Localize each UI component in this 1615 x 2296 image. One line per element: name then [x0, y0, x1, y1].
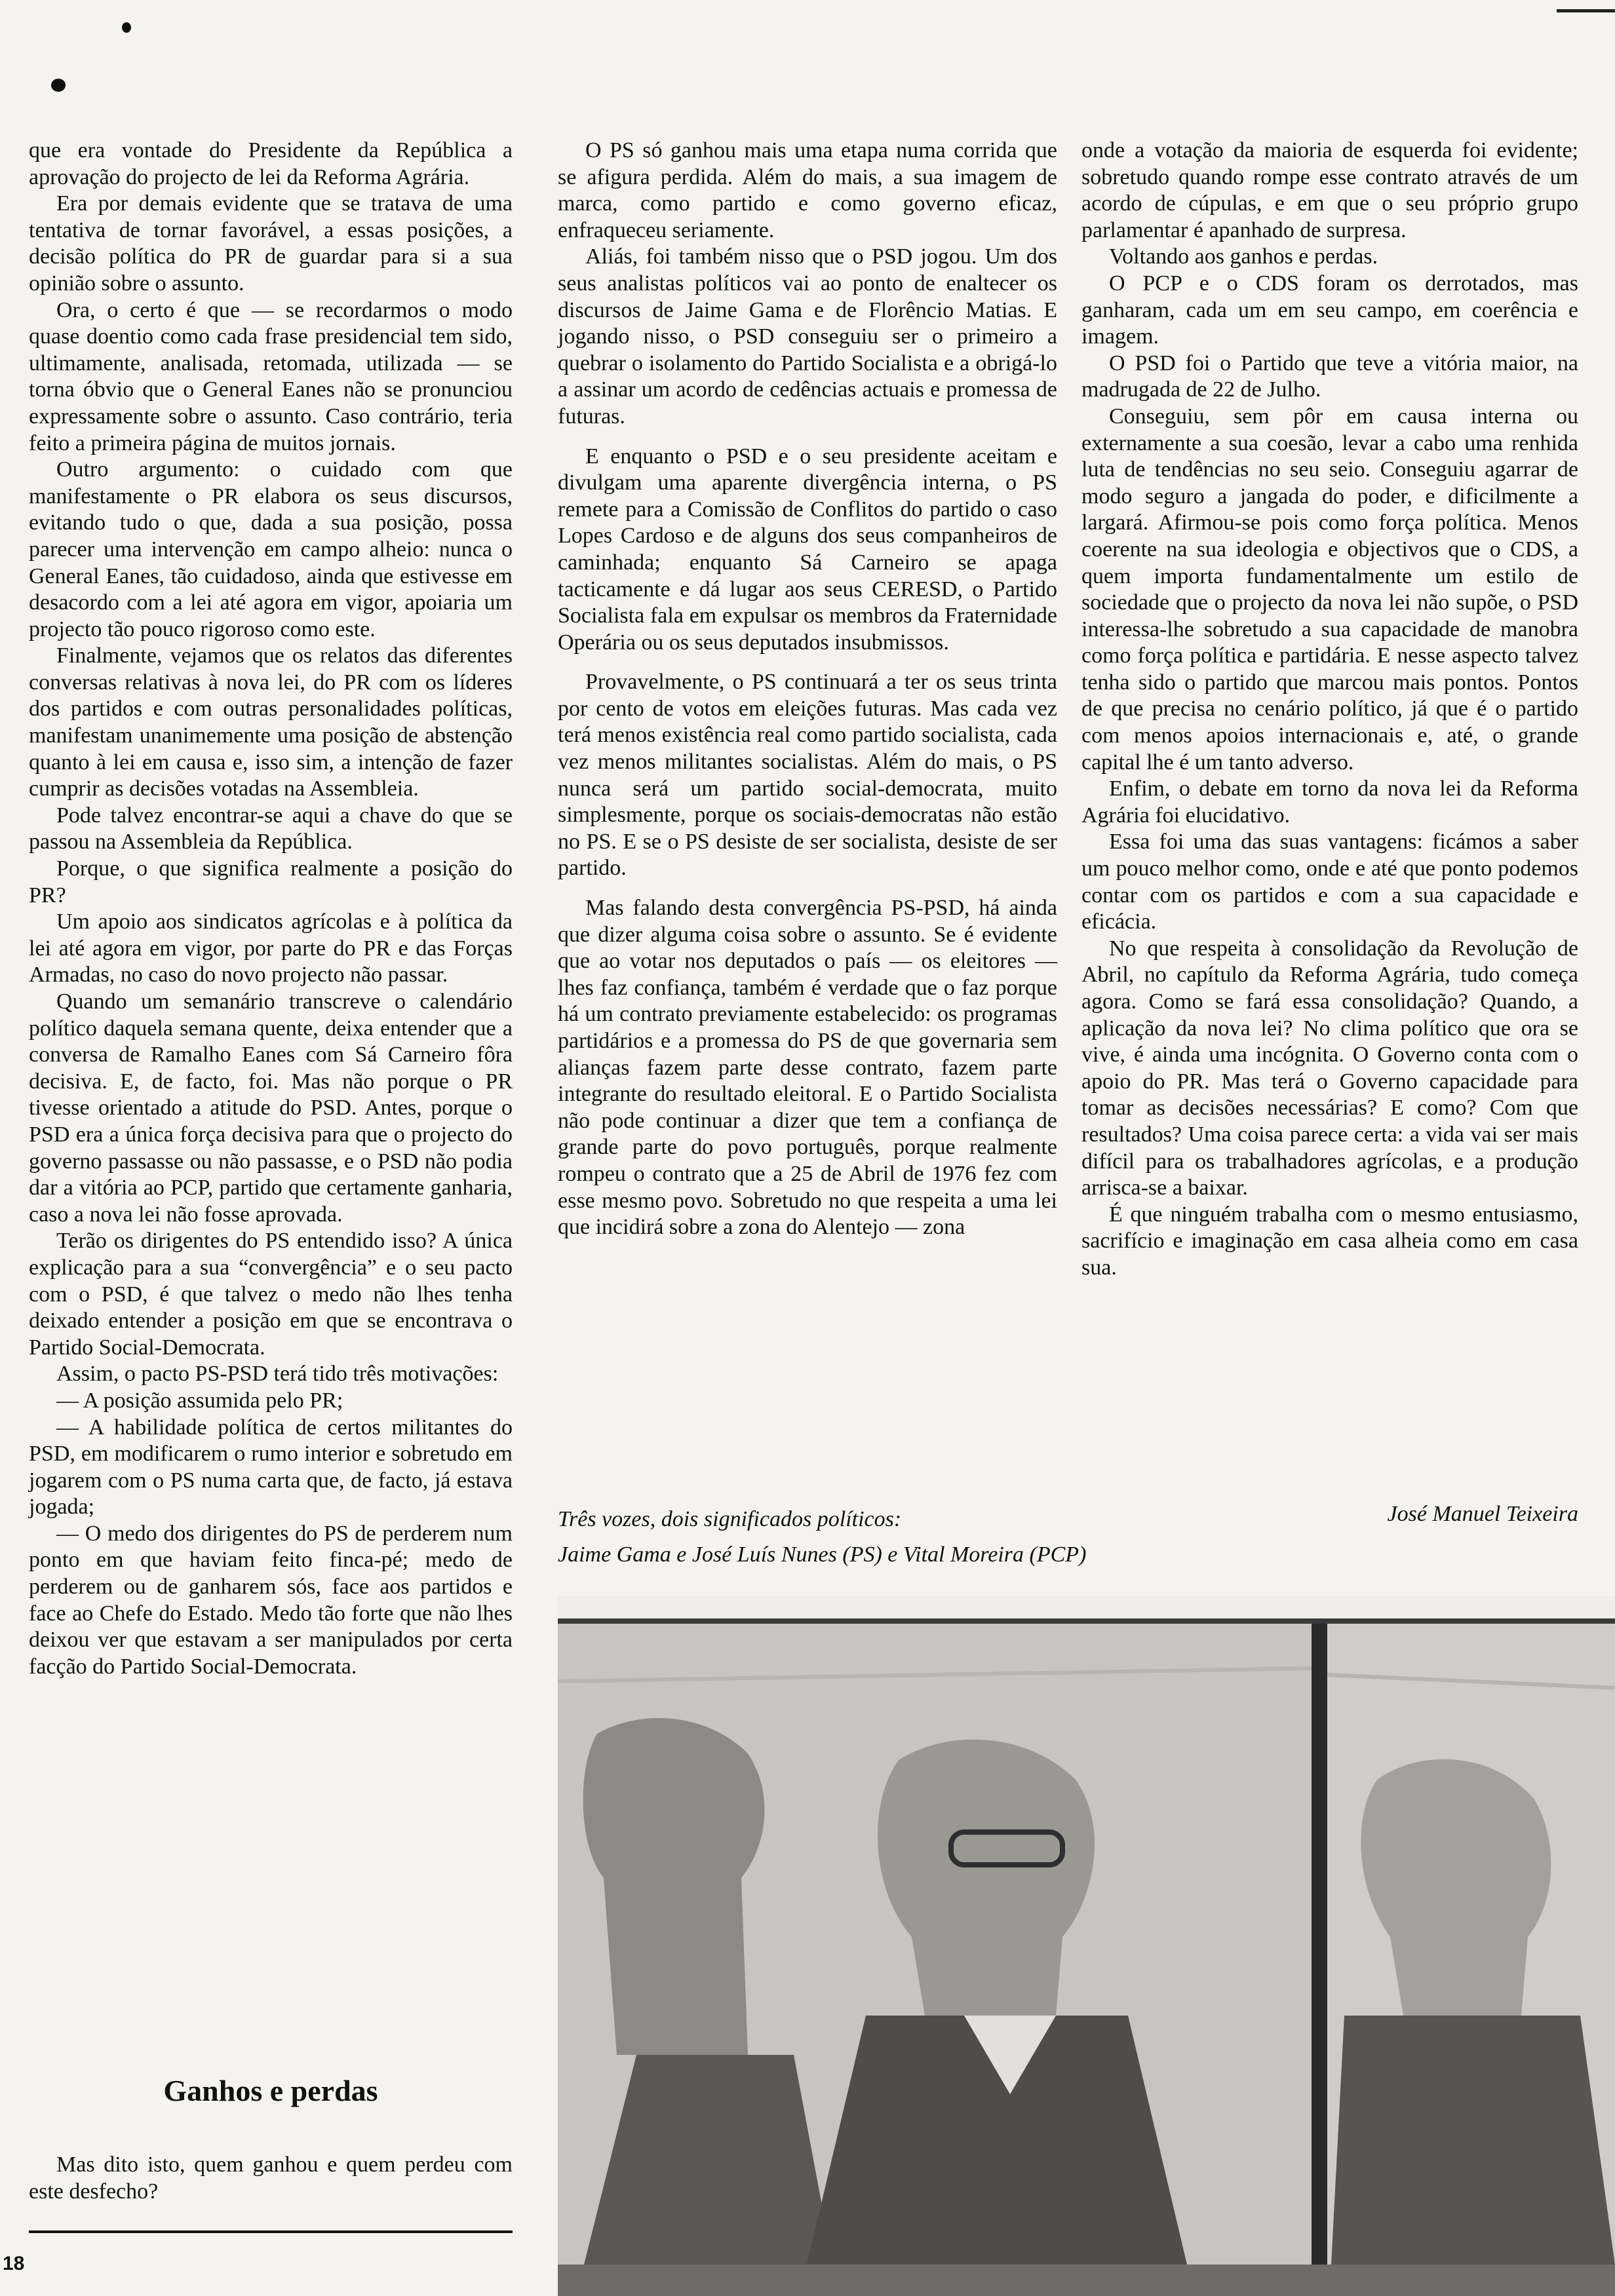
paragraph: É que ninguém trabalha com o mesmo entusiasmo, sacrifício e imaginação em casa alheia como em casa sua. [1081, 1202, 1578, 1280]
top-edge-rule [1557, 9, 1615, 12]
caption-line: Três vozes, dois significados políticos: [558, 1507, 902, 1531]
paragraph: Finalmente, vejamos que os relatos das diferentes conversas relativas à nova lei, do PR com os líderes dos partidos e com outras personalidades políticas, manifestam unanimemente uma posição de abstenção quanto à lei em causa e, isso sim, a intenção de fazer cumprir as decisões votadas na Assembleia. [29, 643, 513, 801]
paragraph: No que respeita à consolidação da Revolução de Abril, no capítulo da Reforma Agrária, tudo começa agora. Como se fará essa consolidação? Quando, a aplicação da nova lei? No clima político que ora se vive, é ainda uma incógnita. O Governo conta com o apoio do PR. Mas terá o Governo capacidade para tomar as decisões necessárias? E como? Com que resultados? Uma coisa parece certa: a vida vai ser mais difícil para os trabalhadores agrícolas, e a produção arrisca-se a baixar. [1081, 936, 1578, 1200]
paragraph: Enfim, o debate em torno da nova lei da Reforma Agrária foi elucidativo. [1081, 776, 1578, 828]
paragraph: Outro argumento: o cuidado com que manifestamente o PR elabora os seus discursos, evitando tudo o que, dada a sua posição, possa parecer uma intervenção em campo alheio: nunca o General Eanes, tão cuidadoso, ainda que estivesse em desacordo com a lei até agora em vigor, apoiaria um projecto tão pouco rigoroso como este. [29, 457, 513, 641]
paragraph: Conseguiu, sem pôr em causa interna ou externamente a sua coesão, levar a cabo uma renhida luta de tendências no seu seio. Conseguiu agarrar de modo seguro a jangada do poder, e dificilmente a largará. Afirmou-se pois como força política. Menos coerente na sua ideologia e objectivos que o CDS, a quem importa fundamentalmente um estilo de sociedade que o projecto da nova lei não supõe, o PSD interessa-lhe sobretudo a sua capacidade de manobra como força política e partidária. E nesse aspecto talvez tenha sido o partido que marcou mais pontos. Pontos de que precisa no cenário político, já que é o partido com menos apoios internacionais e, até, o grande capital lhe é um tanto adverso. [1081, 404, 1578, 775]
paragraph: O PS só ganhou mais uma etapa numa corrida que se afigura perdida. Além do mais, a sua imagem de marca, como partido e como governo eficaz, enfraqueceu seriamente. [558, 138, 1057, 242]
list-item: — A habilidade política de certos militantes do PSD, em modificarem o rumo interior e sobretudo em jogarem com o PS numa carta que, de facto, já estava jogada; [29, 1415, 513, 1520]
print-speck [51, 79, 66, 92]
list-item: — A posição assumida pelo PR; [56, 1388, 343, 1413]
paragraph: Era por demais evidente que se tratava de uma tentativa de tornar favorável, a essas posições, a decisão política do PR de guardar para si a sua opinião sobre o assunto. [29, 191, 513, 296]
photo-caption [558, 1502, 1279, 1573]
paragraph: E enquanto o PSD e o seu presidente aceitam e divulgam uma aparente divergência interna, o PS remete para a Comissão de Conflitos do partido o caso Lopes Cardoso e de alguns dos seus companheiros de caminhada; enquanto Sá Carneiro se apaga tacticamente e dá lugar aos seus CERESD, o Partido Socialista fala em expulsar os membros da Fraternidade Operária ou os seus deputados insubmissos. [558, 444, 1057, 655]
article-column-left [29, 138, 513, 1680]
paragraph: Um apoio aos sindicatos agrícolas e à política da lei até agora em vigor, por parte do PR e das Forças Armadas, no caso do novo projecto não passar. [29, 909, 513, 987]
paragraph: que era vontade do Presidente da República a aprovação do projecto de lei da Reforma Agrária. [29, 138, 513, 189]
caption-line: Jaime Gama e José Luís Nunes (PS) e Vital Moreira (PCP) [558, 1542, 1087, 1567]
paragraph: Aliás, foi também nisso que o PSD jogou. Um dos seus analistas políticos vai ao ponto de enaltecer os discursos de Jaime Gama e de Florêncio Matias. E jogando nisso, o PSD conseguiu ser o primeiro a quebrar o isolamento do Partido Socialista e a obrigá-lo a assinar um acordo de cedências actuais e promessa de futuras. [558, 244, 1057, 429]
article-column-right [1081, 138, 1578, 1282]
paragraph: Mas dito isto, quem ganhou e quem perdeu com este desfecho? [29, 2152, 513, 2204]
paragraph: Voltando aos ganhos e perdas. [1109, 244, 1378, 269]
list-item: — O medo dos dirigentes do PS de perderem num ponto em que haviam feito finca-pé; medo de perderem ou de ganharem sós, face aos partidos e face ao Chefe do Estado. Medo tão forte que não lhes deixou ver que estavam a ser manipulados por certa facção do Partido Social-Democrata. [29, 1521, 513, 1679]
paragraph: O PSD foi o Partido que teve a vitória maior, na madrugada de 22 de Julho. [1081, 351, 1578, 402]
paragraph: Porque, o que significa realmente a posição do PR? [29, 856, 513, 908]
article-column-middle [558, 138, 1057, 1241]
paragraph: Quando um semanário transcreve o calendário político daquela semana quente, deixa entender que a conversa de Ramalho Eanes com Sá Carneiro fôra decisiva. E, de facto, foi. Mas não porque o PR tivesse orientado a atitude do PSD. Antes, porque o PSD era a única força decisiva para que o projecto do governo passasse ou não passasse, e o PSD não podia dar a vitória ao PCP, partido que certamente ganharia, caso a nova lei não fosse aprovada. [29, 989, 513, 1227]
paragraph: onde a votação da maioria de esquerda foi evidente; sobretudo quando rompe esse contrato através de um acordo de cúpulas, e em que o seu próprio grupo parlamentar é apanhado de surpresa. [1081, 138, 1578, 242]
paragraph: Mas falando desta convergência PS-PSD, há ainda que dizer alguma coisa sobre o assunto. Se é evidente que ao votar nos deputados o país — os eleitores — lhes faz confiança, também é verdade que o faz porque há um contrato previamente estabelecido: os programas partidários e a promessa do PS de que governaria sem alianças fazem parte desse contrato, fazem parte integrante do resultado eleitoral. E o Partido Socialista não pode continuar a dizer que tem a confiança de grande parte do povo português, porque realmente rompeu o contrato que a 25 de Abril de 1976 fez com esse mesmo povo. Sobretudo no que respeita a uma lei que incidirá sobre a zona do Alentejo — zona [558, 896, 1057, 1240]
print-speck [122, 22, 131, 33]
photo-three-politicians [558, 1596, 1615, 2296]
paragraph: Essa foi uma das suas vantagens: ficámos a saber um pouco melhor como, onde e até que ponto podemos contar com os partidos e com a sua capacidade e eficácia. [1081, 830, 1578, 934]
paragraph: Provavelmente, o PS continuará a ter os seus trinta por cento de votos em eleições futuras. Mas cada vez terá menos existência real como partido socialista, cada vez menos militantes socialistas. Além do mais, o PS nunca será um partido social-democrata, muito simplesmente, porque os sociais-democratas não estão no PS. E se o PS desiste de ser socialista, desiste de ser partido. [558, 670, 1057, 881]
section-heading: Ganhos e perdas [163, 2074, 378, 2107]
footer-rule [29, 2230, 513, 2233]
paragraph: Assim, o pacto PS-PSD terá tido três motivações: [56, 1362, 499, 1387]
page-number: 18 [3, 2253, 25, 2274]
paragraph: O PCP e o CDS foram os derrotados, mas ganharam, cada um em seu campo, em coerência e imagem. [1081, 271, 1578, 349]
paragraph: Ora, o certo é que — se recordarmos o modo quase doentio como cada frase presidencial tem sido, ultimamente, analisada, retomada, utilizada — se torna óbvio que o General Eanes não se pronunciou expressamente sobre o assunto. Caso contrário, teria feito a primeira página de muitos jornais. [29, 297, 513, 455]
paragraph: Pode talvez encontrar-se aqui a chave do que se passou na Assembleia da República. [29, 803, 513, 854]
author-byline: José Manuel Teixeira [1387, 1502, 1578, 1526]
paragraph: Terão os dirigentes do PS entendido isso? A única explicação para a sua “convergência” e o seu pacto com o PSD, é que talvez o medo não lhes tenha deixado entender a posição em que se encontrava o Partido Social-Democrata. [29, 1229, 513, 1360]
